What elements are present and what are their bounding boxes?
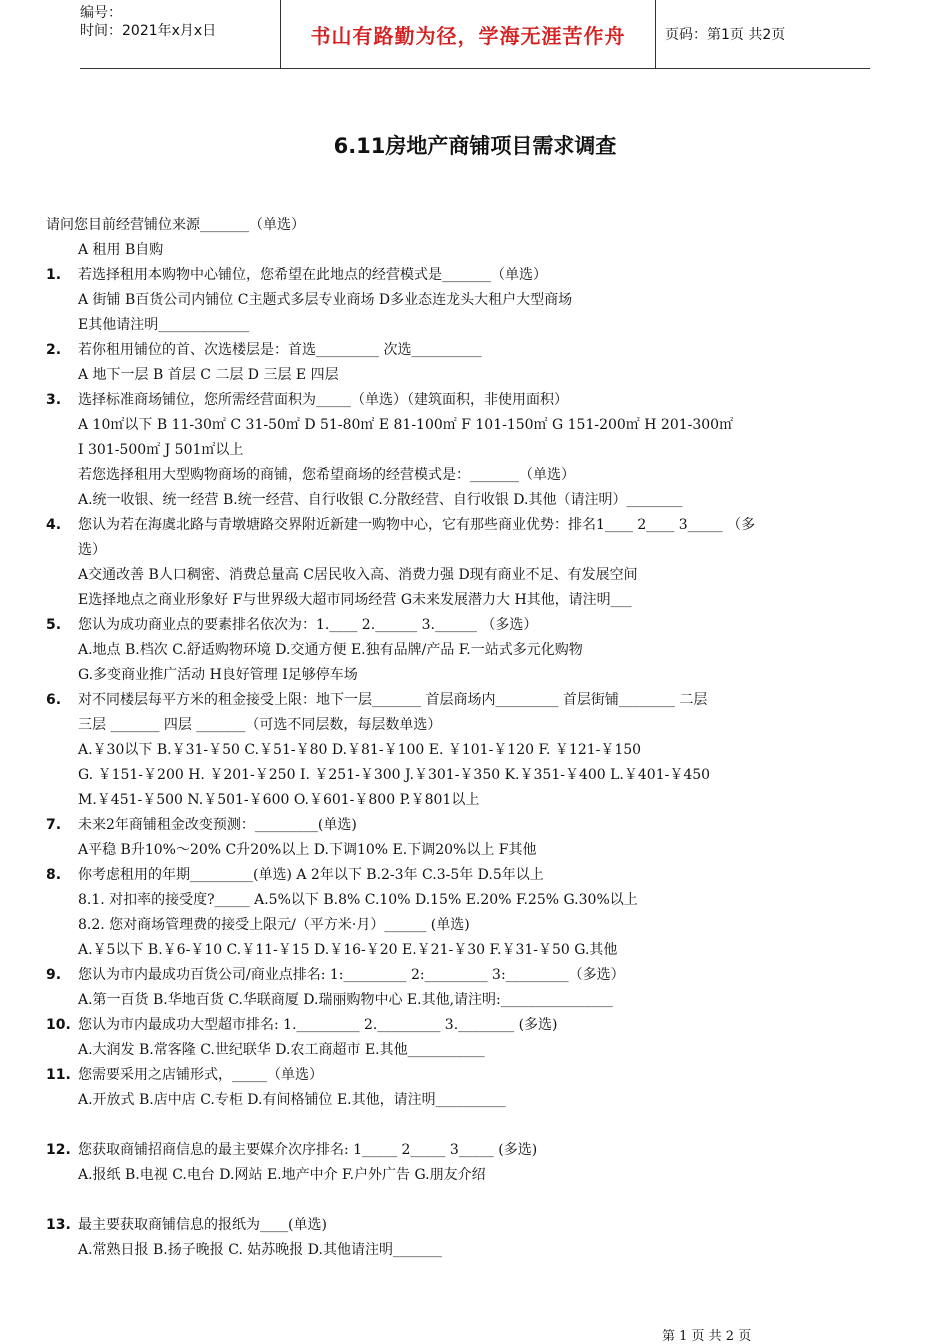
line-text: A.地点 B.档次 C.舒适购物环境 D.交通方便 E.独有品牌/产品 F.一站式多元化购物	[78, 642, 583, 658]
option-line	[0, 363, 950, 388]
header-motto: 书山有路勤为径，学海无涯苦作舟	[310, 23, 626, 48]
header-motto-cell	[280, 0, 656, 68]
survey-body	[0, 213, 950, 1263]
question-number: 8.	[46, 867, 62, 883]
serial-label: 编号：	[80, 5, 122, 21]
line-text: A.报纸 B.电视 C.电台 D.网站 E.地产中介 F.户外广告 G.朋友介绍	[78, 1167, 486, 1183]
question-line	[0, 513, 950, 538]
question-line	[0, 1063, 950, 1088]
option-line	[0, 438, 950, 463]
question-number: 12.	[46, 1142, 71, 1158]
line-text: G.多变商业推广活动 H良好管理 I足够停车场	[78, 667, 358, 683]
question-text: 你考虑租用的年期_________(单选) A 2年以下 B.2-3年 C.3-5年 D.5年以上	[78, 867, 544, 883]
question-number: 11.	[46, 1067, 71, 1083]
question-text: 您获取商铺招商信息的最主要媒介次序排名: 1_____ 2_____ 3_____ (多选)	[78, 1142, 538, 1158]
question-number: 5.	[46, 617, 62, 633]
option-line	[0, 1088, 950, 1113]
line-text: 若您选择租用大型购物商场的商铺，您希望商场的经营模式是：_______（单选）	[78, 467, 575, 483]
question-line	[0, 863, 950, 888]
line-text: 三层 _______ 四层 _______（可选不同层数，每层数单选）	[78, 717, 442, 733]
question-text: 选择标准商场铺位，您所需经营面积为_____（单选）（建筑面积，非使用面积）	[78, 392, 568, 408]
question-line	[0, 688, 950, 713]
option-line	[0, 1163, 950, 1188]
question-line	[0, 1013, 950, 1038]
option-line	[0, 1238, 950, 1263]
line-text: A 街铺 B百货公司内铺位 C主题式多层专业商场 D多业态连龙头大租户大型商场	[78, 292, 573, 308]
option-line	[0, 713, 950, 738]
option-line	[0, 238, 950, 263]
option-line	[0, 488, 950, 513]
line-text: E选择地点之商业形象好 F与世界级大超市同场经营 G未来发展潜力大 H其他，请注明___	[78, 592, 632, 608]
line-text: A 10㎡以下 B 11-30㎡ C 31-50㎡ D 51-80㎡ E 81-100㎡ F 101-150㎡ G 151-200㎡ H 201-300㎡	[78, 417, 734, 433]
option-line	[0, 463, 950, 488]
question-text: 您需要采用之店铺形式，_____（单选）	[78, 1067, 323, 1083]
header-meta	[80, 0, 280, 72]
line-text: 8.1. 对扣率的接受度?_____ A.5%以下 B.8% C.10% D.15% E.20% F.25% G.30%以上	[78, 892, 638, 908]
option-line	[0, 413, 950, 438]
line-text: 8.2. 您对商场管理费的接受上限元/（平方米·月）______ (单选)	[78, 917, 470, 933]
time-label: 时间：2021年x月x日	[80, 23, 217, 39]
question-text: 若你租用铺位的首、次选楼层是：首选_________ 次选__________	[78, 342, 482, 358]
option-line	[0, 563, 950, 588]
line-text: A.开放式 B.店中店 C.专柜 D.有间格铺位 E.其他，请注明__________	[78, 1092, 506, 1108]
question-number: 7.	[46, 817, 62, 833]
question-number: 13.	[46, 1217, 71, 1233]
question-number: 3.	[46, 392, 62, 408]
option-line	[0, 938, 950, 963]
line-text: A 租用 B自购	[78, 242, 164, 258]
question-text: 若选择租用本购物中心铺位，您希望在此地点的经营模式是_______（单选）	[78, 267, 547, 283]
option-line	[0, 213, 950, 238]
question-text: 最主要获取商铺信息的报纸为____(单选)	[78, 1217, 327, 1233]
line-text: A 地下一层 B 首层 C 二层 D 三层 E 四层	[78, 367, 339, 383]
option-line	[0, 913, 950, 938]
question-number: 10.	[46, 1017, 71, 1033]
line-text: 请问您目前经营铺位来源_______（单选）	[46, 217, 305, 233]
line-text: A.￥5以下 B.￥6-￥10 C.￥11-￥15 D.￥16-￥20 E.￥21-￥30 F.￥31-￥50 G.其他	[78, 942, 618, 958]
question-text: 您认为若在海虞北路与青墩塘路交界附近新建一购物中心，它有那些商业优势：排名1____ 2____ 3_____ （多	[78, 517, 756, 533]
option-line	[0, 638, 950, 663]
line-text: E其他请注明_____________	[78, 317, 250, 333]
option-line	[0, 988, 950, 1013]
question-number: 9.	[46, 967, 62, 983]
question-number: 4.	[46, 517, 62, 533]
blank-line	[0, 1113, 950, 1138]
line-text: I 301-500㎡ J 501㎡以上	[78, 442, 244, 458]
line-text: A平稳 B升10%～20% C升20%以上 D.下调10% E.下调20%以上 F其他	[78, 842, 537, 858]
question-number: 2.	[46, 342, 62, 358]
option-line	[0, 738, 950, 763]
question-line	[0, 1213, 950, 1238]
header-page-info: 页码：第1页 共2页	[665, 27, 786, 43]
line-text: G. ￥151-￥200 H. ￥201-￥250 I. ￥251-￥300 J.￥301-￥350 K.￥351-￥400 L.￥401-￥450	[78, 767, 711, 783]
question-line	[0, 613, 950, 638]
page-header	[80, 0, 870, 69]
question-text: 您认为成功商业点的要素排名依次为：1.____ 2.______ 3.______ （多选）	[78, 617, 538, 633]
page-footer: 第 1 页 共 2 页	[662, 1329, 752, 1344]
line-text: A交通改善 B人口稠密、消费总量高 C居民收入高、消费力强 D现有商业不足、有发展空间	[78, 567, 638, 583]
line-text: A.统一收银、统一经营 B.统一经营、自行收银 C.分散经营、自行收银 D.其他（请注明）________	[78, 492, 683, 508]
blank-line	[0, 1188, 950, 1213]
question-line	[0, 813, 950, 838]
option-line	[0, 888, 950, 913]
question-line	[0, 263, 950, 288]
option-line	[0, 313, 950, 338]
line-text: M.￥451-￥500 N.￥501-￥600 O.￥601-￥800 P.￥801以上	[78, 792, 480, 808]
page-title: 6.11房地产商铺项目需求调查	[333, 134, 617, 158]
option-line	[0, 538, 950, 563]
option-line	[0, 663, 950, 688]
line-text: A.第一百货 B.华地百货 C.华联商厦 D.瑞丽购物中心 E.其他,请注明:________________	[78, 992, 613, 1008]
question-line	[0, 388, 950, 413]
option-line	[0, 1038, 950, 1063]
question-text: 您认为市内最成功大型超市排名: 1._________ 2._________ 3.________ (多选)	[78, 1017, 558, 1033]
option-line	[0, 788, 950, 813]
option-line	[0, 838, 950, 863]
question-line	[0, 963, 950, 988]
question-number: 1.	[46, 267, 62, 283]
line-text: 选）	[78, 542, 106, 558]
line-text: A.常熟日报 B.扬子晚报 C. 姑苏晚报 D.其他请注明_______	[78, 1242, 442, 1258]
question-number: 6.	[46, 692, 62, 708]
line-text: A.大润发 B.常客隆 C.世纪联华 D.农工商超市 E.其他___________	[78, 1042, 485, 1058]
question-line	[0, 1138, 950, 1163]
question-text: 对不同楼层每平方米的租金接受上限：地下一层_______ 首层商场内_________ 首层街铺________ 二层	[78, 692, 708, 708]
question-line	[0, 338, 950, 363]
question-text: 未来2年商铺租金改变预测：_________(单选)	[78, 817, 357, 833]
option-line	[0, 288, 950, 313]
line-text: A.￥30以下 B.￥31-￥50 C.￥51-￥80 D.￥81-￥100 E. ￥101-￥120 F. ￥121-￥150	[78, 742, 642, 758]
option-line	[0, 588, 950, 613]
option-line	[0, 763, 950, 788]
question-text: 您认为市内最成功百货公司/商业点排名: 1:_________ 2:_________ 3:_________（多选）	[78, 967, 625, 983]
